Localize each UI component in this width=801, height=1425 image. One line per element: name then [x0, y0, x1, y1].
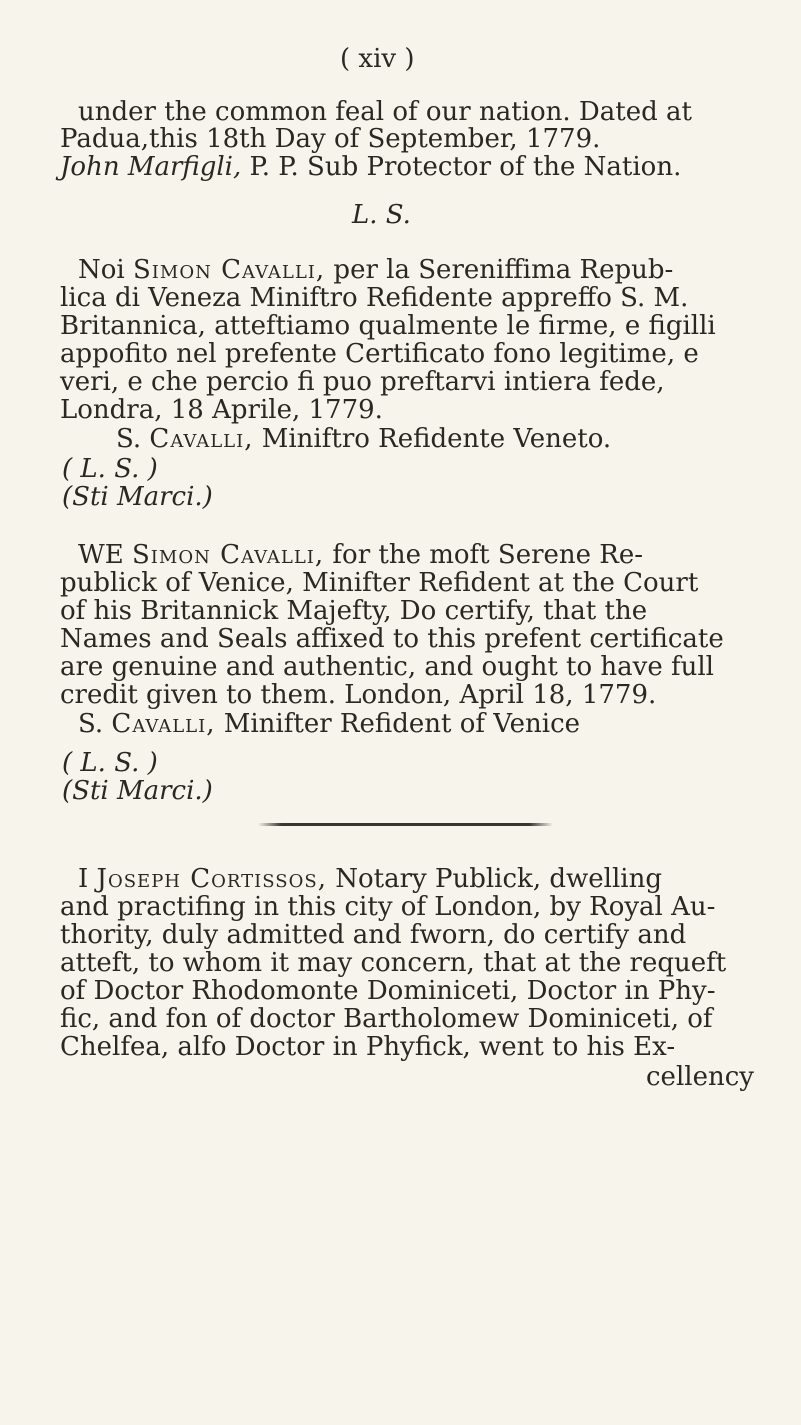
- p4-line-1-rest: Notary Publick, dwelling: [326, 864, 662, 894]
- p1-line-1: under the common feal of our nation. Dated at: [78, 97, 692, 127]
- p3-lead: WE: [78, 540, 132, 570]
- p2-line-4: appofito nel prefente Certificato fono legitime, e: [60, 339, 699, 369]
- p4-line-3: thority, duly admitted and fworn, do certify and: [60, 920, 687, 950]
- p3-line-5: are genuine and authentic, and ought to have full: [60, 652, 714, 682]
- p3-line-2: publick of Venice, Minifter Refident at the Court: [60, 568, 699, 598]
- p2-sig-title: Miniftro Refidente Veneto.: [253, 424, 612, 454]
- p4-catchword: cellency: [646, 1062, 754, 1092]
- signatory-title: P. P. Sub Protector of the Nation.: [241, 152, 682, 182]
- p2-sig-name: Cavalli,: [149, 424, 254, 454]
- p4-line-7: Chelfea, alfo Doctor in Phyfick, went to his Ex-: [60, 1032, 676, 1062]
- sti-marci-1: (Sti Marci.): [62, 482, 213, 512]
- p2-line-6: Londra, 18 Aprile, 1779.: [60, 395, 383, 425]
- p2-name: Simon Cavalli,: [132, 255, 326, 285]
- p4-line-5: of Doctor Rhodomonte Dominiceti, Doctor in Phy-: [60, 976, 716, 1006]
- p2-line-2: lica di Veneza Miniftro Refidente appreffo S. M.: [60, 283, 689, 313]
- p2-line-1-rest: per la Sereniffima Repub-: [325, 255, 674, 285]
- p4-line-4: atteft, to whom it may concern, that at the requeft: [60, 948, 727, 978]
- seal-mark-3: ( L. S. ): [62, 748, 158, 778]
- p2-line-3: Britannica, atteftiamo qualmente le firme, e figilli: [60, 311, 716, 341]
- p4-lead: I: [78, 864, 97, 894]
- p2-sig-initial: S.: [116, 424, 150, 454]
- p3-signature: [78, 709, 580, 739]
- signatory-name: John Marfigli,: [60, 152, 242, 182]
- p3-line-3: of his Britannick Majefty, Do certify, that the: [60, 596, 648, 626]
- sti-marci-2: (Sti Marci.): [62, 776, 213, 806]
- seal-mark-2: ( L. S. ): [62, 454, 158, 484]
- p2-line-5: veri, e che percio fi puo preftarvi intiera fede,: [60, 367, 665, 397]
- p3-line-6: credit given to them. London, April 18, 1779.: [60, 680, 657, 710]
- section-divider: [258, 823, 553, 826]
- p3-name: Simon Cavalli,: [131, 540, 325, 570]
- p3-line-4: Names and Seals affixed to this prefent certificate: [60, 624, 724, 654]
- p2-lead: Noi: [78, 255, 133, 285]
- p3-sig-initial: S.: [78, 709, 112, 739]
- p2-signature: [116, 424, 611, 454]
- p4-name: Joseph Cortissos,: [96, 864, 327, 894]
- p3-sig-name: Cavalli,: [111, 709, 216, 739]
- p3-line-1-rest: for the moft Serene Re-: [324, 540, 644, 570]
- p3-sig-title: Minifter Refident of Venice: [215, 709, 581, 739]
- p3-line-1: [78, 540, 643, 570]
- p2-line-1: [78, 255, 673, 285]
- p4-line-1: [78, 864, 662, 894]
- p1-line-2: Padua,this 18th Day of September, 1779.: [60, 124, 601, 154]
- page-number: ( xiv ): [340, 44, 415, 74]
- p1-line-3: [60, 152, 681, 182]
- p4-line-6: fic, and fon of doctor Bartholomew Dominiceti, of: [60, 1004, 713, 1034]
- p4-line-2: and practifing in this city of London, by Royal Au-: [60, 892, 716, 922]
- seal-mark-1: L. S.: [352, 200, 411, 230]
